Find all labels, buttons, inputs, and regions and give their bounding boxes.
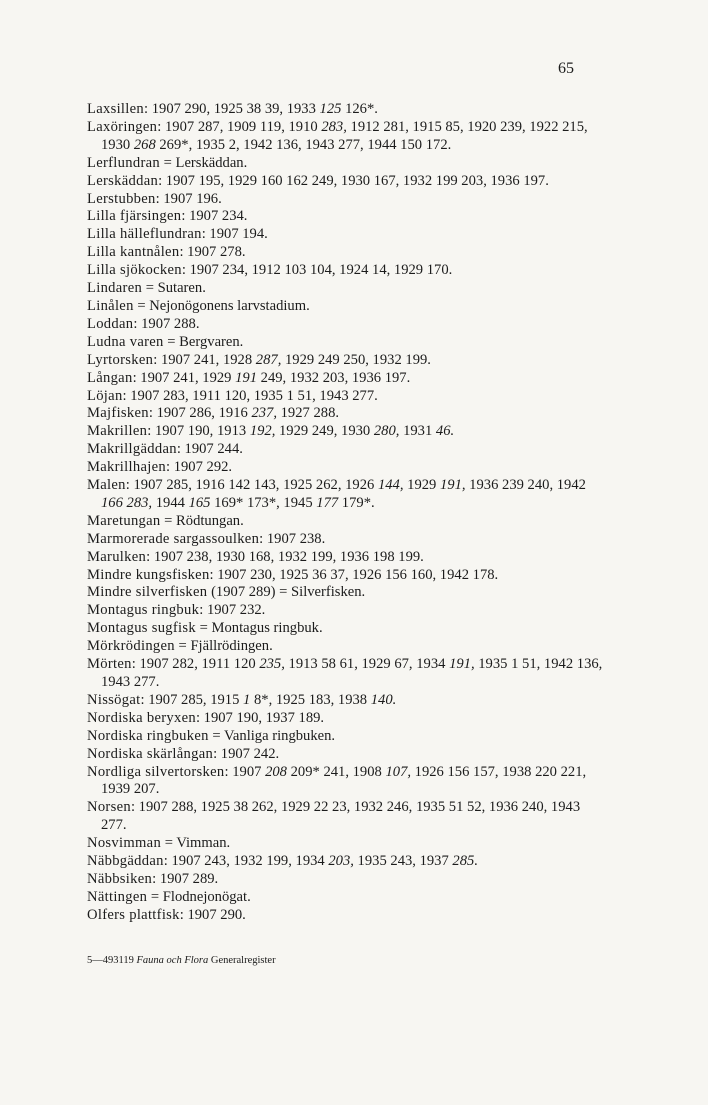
page-reference: 1907 292. (173, 459, 233, 476)
page-reference: 1936 239 240, 1942 (465, 477, 586, 494)
page-reference: 1907 241, 1929 (140, 369, 236, 386)
page-reference: 1907 288, 1925 38 262, 1929 22 23, 1932 246, 1935 51 52, 1936 240, 1943 277. (101, 799, 581, 834)
index-term: Mörten (87, 656, 132, 673)
page-reference: 1907 195, 1929 160 162 249, 1930 167, 1932 199 203, 1936 197. (165, 172, 549, 189)
index-separator: : (155, 190, 164, 207)
page-reference: 169* 173*, 1945 (210, 494, 317, 511)
page-reference-italic: 285. (452, 853, 478, 870)
index-term: Nosvimman (87, 835, 162, 852)
page-reference-italic: 235, (259, 656, 285, 673)
index-separator: : (133, 315, 142, 332)
index-term: Lilla kantnålen (87, 244, 180, 261)
page-reference: 1907 238, 1930 168, 1932 199, 1936 198 199. (153, 548, 424, 565)
page-reference-italic: 125 (319, 101, 342, 117)
page-reference: 1907 287, 1909 119, 1910 (164, 118, 322, 135)
index-term: Makrillhajen (87, 459, 166, 476)
index-term: Lerstubben (87, 190, 156, 207)
index-entry (87, 101, 607, 119)
page-reference: 1926 156 157, 1938 220 221, 1939 207. (101, 763, 587, 798)
index-separator: = (160, 512, 177, 529)
index-separator: = (208, 727, 224, 744)
page-number: 65 (558, 60, 574, 77)
index-entry (87, 620, 607, 638)
index-term: Olfers plattfisk (87, 906, 180, 923)
page-reference-italic: 107, (385, 763, 412, 780)
page-reference-italic: 1 (243, 691, 251, 708)
page-reference: 1907 289. (159, 870, 219, 887)
index-separator: : (131, 656, 140, 673)
index-separator: : (209, 566, 218, 583)
index-term: Lilla fjärsingen (87, 208, 182, 225)
index-term: Linålen (87, 297, 134, 314)
index-entry (87, 764, 607, 800)
page-reference: Sutaren. (157, 280, 206, 297)
page-reference: 1907 290, 1925 38 39, 1933 (151, 101, 320, 117)
page-reference: 1913 58 61, 1929 67, 1934 (284, 656, 450, 673)
page-reference: 1944 (152, 494, 189, 511)
index-term: Nordiska ringbuken (87, 727, 209, 744)
index-entry (87, 602, 607, 620)
index-entry (87, 191, 607, 209)
page-reference: 1907 243, 1932 199, 1934 (171, 853, 329, 870)
index-entry (87, 477, 607, 513)
page-reference: 1907 196. (163, 190, 222, 207)
page-reference: (1907 289) = Silverfisken. (211, 584, 366, 601)
page-reference-italic: 268 (133, 136, 156, 153)
page-reference: 1907 285, 1915 (148, 691, 244, 708)
page-reference-italic: 191, (439, 477, 466, 494)
page-reference: 249, 1932 203, 1936 197. (257, 369, 411, 386)
page-reference: 1907 (232, 763, 266, 780)
page-reference: Montagus ringbuk. (211, 620, 323, 637)
page-reference: 1907 234, 1912 103 104, 1924 14, 1929 170. (189, 262, 453, 279)
index-entry (87, 692, 607, 710)
index-term: Lilla hälleflundran (87, 226, 202, 243)
page-reference-italic: 177 (316, 494, 339, 511)
page-reference: 1907 190, 1913 (154, 423, 250, 440)
index-entry (87, 370, 607, 388)
index-entry (87, 441, 607, 459)
index-term: Lerflundran (87, 154, 160, 171)
index-entry (87, 889, 607, 907)
page-reference-italic: 191, (449, 656, 475, 673)
page-reference: 1907 244. (184, 441, 243, 458)
index-term: Näbbsiken (87, 870, 153, 887)
index-term: Mindre silverfisken (87, 584, 208, 601)
page-reference: 209* 241, 1908 (286, 763, 386, 780)
index-separator: : (153, 351, 161, 368)
publication-title: Fauna och Flora (136, 955, 209, 966)
index-entry (87, 280, 607, 298)
index-separator: : (181, 208, 190, 225)
index-term: Nättingen (87, 888, 148, 905)
page-reference: 1907 290. (187, 906, 246, 923)
page-reference-italic: 166 283, (101, 494, 153, 511)
index-entry (87, 746, 607, 764)
index-term: Loddan (87, 315, 134, 332)
page-reference: 1907 232. (206, 602, 266, 619)
page-reference-italic: 165 (188, 494, 211, 511)
page-reference: Bergvaren. (179, 333, 244, 350)
index-separator: : (122, 387, 131, 404)
index-entry (87, 835, 607, 853)
index-entry (87, 531, 607, 549)
printer-signature: 5—493119 (87, 955, 134, 966)
index-separator: : (144, 101, 152, 117)
index-entry (87, 423, 607, 441)
index-separator: : (132, 369, 141, 386)
index-entry (87, 262, 607, 280)
index-term: Löjan (87, 387, 123, 404)
index-separator: = (160, 154, 176, 171)
page-reference: 1907 238. (266, 530, 326, 547)
index-entry (87, 119, 607, 155)
index-entry (87, 316, 607, 334)
page-reference-italic: 191 (235, 369, 258, 386)
index-separator: : (201, 226, 210, 243)
index-term: Nordliga silvertorsken (87, 763, 225, 780)
index-separator: = (196, 620, 212, 637)
page-reference: 1907 286, 1916 (156, 405, 252, 422)
index-list (87, 101, 607, 925)
index-separator: : (148, 405, 157, 422)
index-separator: : (259, 530, 267, 547)
page-reference-italic: 203, (328, 853, 354, 870)
page-reference: Fjällrödingen. (190, 638, 273, 655)
index-separator: : (224, 763, 233, 780)
index-separator: = (163, 333, 180, 350)
page-reference: 1907 241, 1928 (160, 351, 256, 368)
index-term: Långan (87, 369, 133, 386)
index-term: Nissögat (87, 691, 141, 708)
page-reference: 1931 (399, 423, 436, 440)
index-entry (87, 513, 607, 531)
page-reference: 1907 194. (209, 226, 268, 243)
page-reference-italic: 287, (255, 351, 282, 368)
page-reference: Rödtungan. (176, 512, 244, 529)
index-term: Lindaren (87, 280, 143, 297)
index-entry (87, 405, 607, 423)
index-term: Lyrtorsken (87, 351, 154, 368)
index-entry (87, 334, 607, 352)
index-entry (87, 567, 607, 585)
index-entry (87, 208, 607, 226)
index-term: Montagus sugfisk (87, 620, 196, 637)
index-separator: : (165, 459, 174, 476)
page-reference: 179*. (338, 494, 375, 511)
index-separator: : (157, 118, 165, 135)
page-reference: 1929 249 250, 1932 199. (281, 351, 431, 368)
index-entry (87, 907, 607, 925)
index-separator: : (125, 477, 134, 494)
page-reference: Vimman. (176, 835, 231, 852)
page-reference-italic: 140. (370, 691, 397, 708)
page-reference: 1907 285, 1916 142 143, 1925 262, 1926 (133, 477, 378, 494)
index-entry (87, 244, 607, 262)
publication-subtitle: Generalregister (210, 955, 276, 966)
index-term: Makrillgäddan (87, 441, 177, 458)
index-term: Marulken (87, 548, 147, 565)
page-reference: 1927 288. (276, 405, 340, 422)
page-reference: 8*, 1925 183, 1938 (250, 691, 371, 708)
page-reference: 1907 283, 1911 120, 1935 1 51, 1943 277. (130, 387, 378, 404)
page-reference: 1935 1 51, 1942 136, 1943 277. (101, 656, 603, 690)
index-separator: = (174, 638, 191, 655)
index-separator: : (152, 870, 160, 887)
index-entry (87, 728, 607, 746)
page-reference: 1907 190, 1937 189. (203, 709, 325, 726)
index-entry (87, 173, 607, 191)
page-reference-italic: 144, (377, 477, 404, 494)
page-reference-italic: 280, (373, 423, 400, 440)
index-separator: : (179, 906, 188, 923)
index-entry (87, 656, 607, 692)
index-term: Malen (87, 477, 126, 494)
index-separator: : (181, 262, 190, 279)
index-term: Lilla sjökocken (87, 262, 182, 279)
page-reference: 1912 281, 1915 85, 1920 239, 1922 215, 1930 (101, 118, 588, 153)
page-reference: Lerskäddan. (175, 154, 248, 171)
index-entry (87, 799, 607, 835)
index-term: Nordiska beryxen (87, 709, 196, 726)
page-reference-italic: 46. (435, 423, 455, 440)
index-term: Mindre kungsfisken (87, 566, 210, 583)
index-separator: : (176, 441, 185, 458)
index-separator: : (146, 548, 154, 565)
page-reference: 1907 242. (220, 745, 280, 762)
index-term: Ludna varen (87, 333, 164, 350)
index-entry (87, 298, 607, 316)
index-separator: = (142, 280, 158, 297)
index-separator: : (179, 244, 188, 261)
index-term: Marmorerade sargassoulken (87, 530, 260, 547)
page-reference: 1907 234. (189, 208, 248, 225)
index-entry (87, 871, 607, 889)
index-separator: = (133, 297, 150, 314)
index-term: Laxsillen (87, 101, 145, 117)
page-reference: 1907 288. (141, 315, 200, 332)
page-reference-italic: 208 (265, 763, 287, 780)
index-term: Montagus ringbuk (87, 602, 200, 619)
footer-signature (87, 955, 276, 966)
index-separator: : (147, 423, 155, 440)
page-reference: 1929 (403, 477, 440, 494)
index-term: Mörkrödingen (87, 638, 175, 655)
page-reference: 126*. (341, 101, 378, 117)
page-reference-italic: 237, (251, 405, 277, 422)
page-reference: 1907 282, 1911 120 (139, 656, 260, 673)
index-entry (87, 584, 607, 602)
index-term: Lerskäddan (87, 172, 159, 189)
page-reference: 1935 243, 1937 (353, 853, 453, 870)
index-entry (87, 459, 607, 477)
index-entry (87, 853, 607, 871)
index-separator: : (140, 691, 149, 708)
index-separator: = (161, 835, 177, 852)
page-reference: Vanliga ringbuken. (224, 727, 336, 744)
index-term: Majfisken (87, 405, 149, 422)
index-separator: : (195, 709, 204, 726)
index-separator: = (147, 888, 163, 905)
index-separator: : (213, 745, 221, 762)
index-entry (87, 638, 607, 656)
index-separator: : (158, 172, 166, 189)
index-separator: : (130, 799, 139, 816)
page-reference-italic: 192, (249, 423, 276, 440)
index-term: Maretungan (87, 512, 161, 529)
index-entry (87, 352, 607, 370)
page-reference: Nejonögonens larvstadium. (149, 297, 310, 314)
index-term: Norsen (87, 799, 131, 816)
index-entry (87, 226, 607, 244)
index-separator: : (199, 602, 207, 619)
index-entry (87, 710, 607, 728)
page-reference: 269*, 1935 2, 1942 136, 1943 277, 1944 150 172. (155, 136, 452, 153)
page-reference: Flodnejonögat. (162, 888, 251, 905)
page-reference: 1907 230, 1925 36 37, 1926 156 160, 1942 178. (217, 566, 499, 583)
index-term: Näbbgäddan (87, 853, 164, 870)
page-reference-italic: 283, (321, 118, 347, 135)
index-term: Nordiska skärlångan (87, 745, 214, 762)
index-term: Laxöringen (87, 118, 158, 135)
index-entry (87, 549, 607, 567)
index-entry (87, 155, 607, 173)
index-separator: : (163, 853, 172, 870)
page-reference: 1907 278. (187, 244, 246, 261)
index-entry (87, 388, 607, 406)
index-term: Makrillen (87, 423, 148, 440)
page-reference: 1929 249, 1930 (275, 423, 374, 440)
